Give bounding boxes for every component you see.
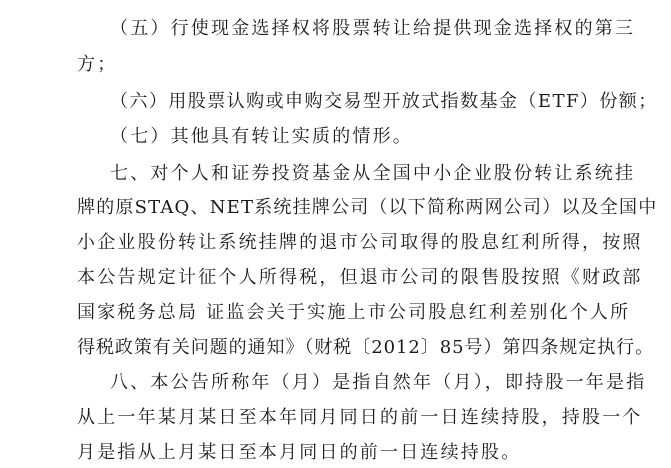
paragraph-line: 国家税务总局 证监会关于实施上市公司股息红利差别化个人所 bbox=[77, 302, 631, 323]
paragraph-line: （七）其他具有转让实质的情形。 bbox=[110, 126, 413, 147]
paragraph-line: 得税政策有关问题的通知》（财税〔2012〕85号）第四条规定执行。 bbox=[77, 337, 655, 358]
paragraph-line: 方； bbox=[77, 54, 118, 75]
paragraph-line: （六）用股票认购或申购交易型开放式指数基金（ETF）份额； bbox=[110, 91, 658, 112]
paragraph-line: 八、本公告所称年（月）是指自然年（月），即持股一年是指 bbox=[110, 372, 647, 393]
paragraph-line: 从上一年某月某日至本年同月同日的前一日连续持股，持股一个 bbox=[77, 407, 643, 428]
paragraph-line: 月是指从上月某日至本月同日的前一日连续持股。 bbox=[77, 442, 522, 463]
paragraph-line: 本公告规定计征个人所得税，但退市公司的限售股按照《财政部 bbox=[77, 267, 643, 288]
paragraph-line: （五）行使现金选择权将股票转让给提供现金选择权的第三 bbox=[110, 18, 636, 39]
paragraph-line: 牌的原STAQ、NET系统挂牌公司（以下简称两网公司）以及全国中 bbox=[77, 197, 658, 218]
paragraph-line: 七、对个人和证券投资基金从全国中小企业股份转让系统挂 bbox=[110, 163, 636, 184]
paragraph-line: 小企业股份转让系统挂牌的退市公司取得的股息红利所得，按照 bbox=[77, 232, 643, 253]
